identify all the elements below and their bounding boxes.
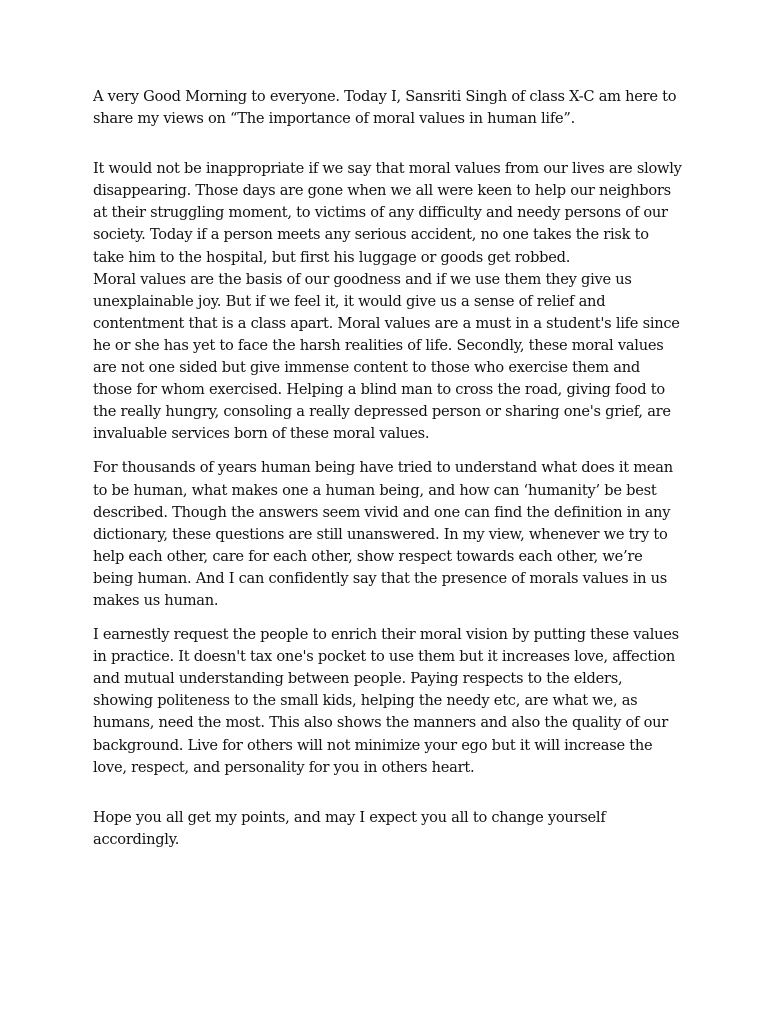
closing-paragraph: Hope you all get my points, and may I expect you all to change yourself accordingly.	[93, 808, 606, 848]
greeting-paragraph: A very Good Morning to everyone. Today I, Sansriti Singh of class X-C am here to share my views on “The importance of moral values in human life”.	[93, 88, 677, 128]
paragraph-moral-values-disappearing: It would not be inappropriate if we say that moral values from our lives are slowly disappearing. Those days are gone when we all were keen to help our neighbors at their struggling moment, to victims of any difficulty and needy persons of our society. Today if a person meets any serious accident, no one takes the risk to take him to the hospital, but first his luggage or goods get robbed.	[93, 160, 682, 266]
paragraph-basis-of-goodness: Moral values are the basis of our goodness and if we use them they give us unexplainable joy. But if we feel it, it would give us a sense of relief and contentment that is a class apart. Moral values are a must in a student's life since he or she has yet to face the harsh realities of life. Secondly, these moral values are not one sided but give immense content to those who exercise them and those for whom exercised. Helping a blind man to cross the road, giving food to the really hungry, consoling a really depressed person or sharing one's grief, are invaluable services born of these moral values.	[93, 270, 680, 443]
paragraph-being-human: For thousands of years human being have tried to understand what does it mean to be human, what makes one a human being, and how can ‘humanity’ be best described. Though the answers seem vivid and one can find the definition in any dictionary, these questions are still unanswered. In my view, whenever we try to help each other, care for each other, show respect towards each other, we’re being human. And I can confidently say that the presence of morals values in us makes us human.	[93, 459, 673, 609]
paragraph-earnest-request: I earnestly request the people to enrich their moral vision by putting these values in practice. It doesn't tax one's pocket to use them but it increases love, affection and mutual understanding between people. Paying respects to the elders, showing politeness to the small kids, helping the needy etc, are what we, as humans, need the most. This also shows the manners and also the quality of our background. Live for others will not minimize your ego but it will increase the love, respect, and personality for you in others heart.	[93, 626, 679, 776]
speech-document	[93, 86, 683, 851]
